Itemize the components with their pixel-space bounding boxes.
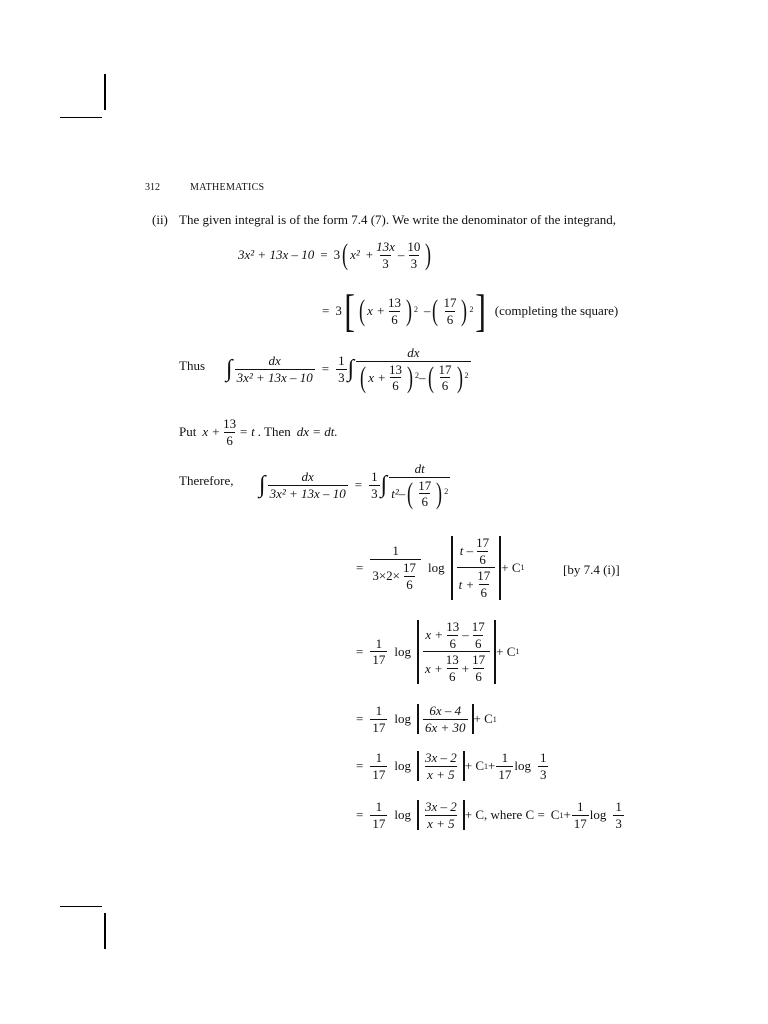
numerator: dx xyxy=(407,345,420,360)
fraction xyxy=(369,470,380,500)
denominator xyxy=(423,651,490,683)
denominator xyxy=(457,567,496,599)
numerator: 1 xyxy=(338,353,345,369)
denominator: 6 xyxy=(449,668,456,684)
integral-sign: ∫ xyxy=(347,356,355,383)
integral-sign: ∫ xyxy=(226,356,233,383)
numerator: 3x – 2 xyxy=(424,799,457,814)
equals-sign: = xyxy=(356,807,364,823)
constant-c1: C xyxy=(550,807,560,823)
numerator: 1 xyxy=(577,799,584,814)
equals-sign: = xyxy=(356,559,364,575)
denominator: 17 xyxy=(573,815,587,831)
fraction xyxy=(423,751,459,781)
denominator: 6 xyxy=(446,311,454,327)
x-plus: x + xyxy=(425,627,444,643)
numerator: 17 xyxy=(472,652,486,668)
denominator: 6 xyxy=(474,635,482,651)
log: log xyxy=(394,807,411,823)
equation-therefore xyxy=(259,462,451,509)
log: log xyxy=(428,559,445,575)
numerator: dx xyxy=(301,469,314,485)
fraction xyxy=(370,544,421,591)
integral-sign: ∫ xyxy=(380,472,388,499)
absolute-value xyxy=(451,536,502,600)
denominator: ( x + $\frac{13}{6}$ ) $^2$ – ( $\frac{17}{6}$ ) $^2$ xyxy=(356,361,470,393)
minus-sign: – xyxy=(419,369,426,385)
fraction xyxy=(405,240,422,270)
numerator: dt xyxy=(414,461,425,476)
absolute-value xyxy=(417,751,465,781)
numerator: 1 xyxy=(375,703,383,718)
denominator: t² – ( $\frac{17}{6}$ ) $^2$ xyxy=(391,476,449,510)
fraction xyxy=(423,704,468,734)
equation-denominator: 3x² + 13x – 10 = 3 ( x² + $\frac{13x}{3}$ – $\frac{10}{3}$ ) xyxy=(238,238,432,272)
crop-mark-top-horizontal xyxy=(60,117,102,118)
minus-sign: – xyxy=(423,303,431,318)
fraction xyxy=(356,346,470,393)
denominator: 3 xyxy=(539,766,547,782)
numerator: 10 xyxy=(407,239,421,254)
constant: + C xyxy=(501,559,521,575)
item-label: (ii) xyxy=(152,212,168,227)
denominator: 6 xyxy=(391,311,398,327)
numerator: 17 xyxy=(476,535,490,550)
fraction xyxy=(221,417,238,447)
numerator: 13 xyxy=(223,416,237,431)
fraction xyxy=(370,704,387,734)
fraction xyxy=(374,240,397,270)
running-title: MATHEMATICS xyxy=(190,182,265,193)
equation-step-4 xyxy=(356,751,549,781)
exponent: 2 xyxy=(444,486,449,496)
log: log xyxy=(394,711,411,727)
fraction xyxy=(437,363,454,393)
numerator xyxy=(458,536,494,567)
fraction xyxy=(496,751,513,781)
absolute-value xyxy=(417,620,496,684)
equals-sign: = xyxy=(356,758,364,774)
subscript: 1 xyxy=(484,761,489,771)
fraction xyxy=(444,653,461,683)
denominator: 6 xyxy=(392,378,399,394)
equation-thus xyxy=(226,346,472,393)
numerator: 17 xyxy=(477,568,491,584)
numerator: 13x xyxy=(376,239,395,254)
denominator: 17 xyxy=(372,766,386,782)
denominator: 3 xyxy=(615,815,622,831)
equals-t: = t xyxy=(239,424,255,440)
numerator: dx xyxy=(268,353,281,369)
numerator xyxy=(423,620,489,651)
crop-mark-bottom-vertical xyxy=(104,913,106,949)
intro-text: The given integral is of the form 7.4 (7). We write the denominator of the integrand, xyxy=(179,212,616,227)
t-squared: t² xyxy=(391,485,399,501)
equation-step-3 xyxy=(356,704,497,734)
coefficient: 3 xyxy=(333,247,341,263)
fraction xyxy=(268,470,348,500)
page-number: 312 xyxy=(145,182,160,193)
numerator: 17 xyxy=(471,619,485,634)
minus-sign: – xyxy=(398,485,406,501)
fraction xyxy=(572,800,589,830)
x-plus: x + xyxy=(367,303,385,318)
constant: + C xyxy=(464,758,485,774)
denominator: 3 xyxy=(338,369,345,385)
numerator: 17 xyxy=(443,294,457,310)
numerator: 1 xyxy=(375,750,383,765)
denominator: x + 5 xyxy=(427,766,455,782)
dx-equals-dt: dx = dt. xyxy=(296,424,338,440)
denominator: 3x² + 13x – 10 xyxy=(269,485,346,501)
denominator: 6 xyxy=(479,551,486,567)
constant: + C xyxy=(473,711,493,727)
numerator: 1 xyxy=(615,799,622,814)
fraction xyxy=(457,536,496,600)
denominator: 6 xyxy=(480,584,488,600)
denominator: 3x² + 13x – 10 xyxy=(236,369,313,385)
numerator: 1 xyxy=(375,635,383,651)
denominator: 6 xyxy=(421,494,428,510)
numerator: 1 xyxy=(375,799,383,814)
numerator: 13 xyxy=(389,361,403,377)
fraction xyxy=(336,354,347,384)
crop-mark-bottom-horizontal xyxy=(60,906,102,907)
crop-mark-top-vertical xyxy=(104,74,106,110)
denominator: 6 xyxy=(475,668,482,684)
absolute-value xyxy=(417,800,465,830)
equation-step-5 xyxy=(356,800,625,830)
minus-sign: – xyxy=(397,247,405,263)
denominator xyxy=(370,559,421,591)
fraction xyxy=(441,296,458,326)
denominator: 6 xyxy=(449,635,456,651)
log: log xyxy=(589,807,607,823)
denominator: 3 xyxy=(371,485,378,501)
log: log xyxy=(394,643,411,659)
lhs-polynomial: 3x² + 13x – 10 xyxy=(238,247,315,263)
fraction xyxy=(389,462,450,509)
equals-sign: = xyxy=(322,303,330,318)
fraction xyxy=(235,354,315,384)
equals-sign: = xyxy=(321,361,330,377)
numerator: 13 xyxy=(446,619,460,634)
denominator: 3 xyxy=(410,255,418,271)
numerator: 1 xyxy=(371,469,378,485)
numerator: 17 xyxy=(418,477,432,493)
subscript: 1 xyxy=(492,714,497,724)
denominator: 17 xyxy=(372,652,386,668)
fraction xyxy=(370,637,387,667)
plus-sign: + xyxy=(488,758,496,774)
denominator: 17 xyxy=(372,719,386,735)
reference-label: [by 7.4 (i)] xyxy=(563,562,620,577)
equation-completing-square: = 3 [ ( x + $\frac{13}{6}$ ) $^2$ – ( $\frac{17}{6}$ ) $^2$ ] (completing the square) xyxy=(322,285,619,336)
x-plus: x + xyxy=(424,660,443,676)
denominator: x + 5 xyxy=(427,815,455,831)
put-label: Put xyxy=(179,424,197,440)
fraction xyxy=(613,800,624,830)
equals-sign: = xyxy=(356,643,364,659)
fraction xyxy=(423,800,459,830)
fraction xyxy=(474,536,491,566)
coefficient: 3 xyxy=(335,303,342,318)
denominator: 3 xyxy=(382,255,389,271)
absolute-value xyxy=(417,704,474,734)
subscript: 1 xyxy=(559,810,564,820)
fraction xyxy=(370,751,387,781)
numerator: 13 xyxy=(387,294,401,310)
completing-label: (completing the square) xyxy=(494,303,619,318)
fraction xyxy=(444,620,461,650)
fraction xyxy=(387,363,404,393)
t-plus: t + xyxy=(458,576,475,592)
numerator: 1 xyxy=(392,543,399,559)
equation-step-1 xyxy=(356,536,525,600)
t-minus: t – xyxy=(459,543,474,559)
exponent: 2 xyxy=(413,304,418,314)
numerator: 17 xyxy=(438,361,452,377)
exponent: 2 xyxy=(464,370,469,380)
denominator: 6 xyxy=(226,432,233,448)
fraction xyxy=(475,569,492,599)
equals-sign: = xyxy=(356,711,364,727)
numerator: 3x – 2 xyxy=(424,750,457,765)
log: log xyxy=(514,758,531,774)
plus-sign: + xyxy=(365,247,374,263)
numerator: 13 xyxy=(445,652,459,668)
exponent: 2 xyxy=(415,370,420,380)
denominator: 17 xyxy=(498,766,512,782)
fraction xyxy=(416,479,433,509)
x-squared: x² xyxy=(350,247,360,263)
product: 3×2× xyxy=(372,568,401,584)
then-label: . Then xyxy=(257,424,291,440)
denominator: 6 xyxy=(406,576,413,592)
exponent: 2 xyxy=(469,304,474,314)
numerator: 6x – 4 xyxy=(429,703,462,718)
x-plus: x + xyxy=(202,424,221,440)
fraction xyxy=(470,653,487,683)
denominator: 17 xyxy=(372,815,386,831)
subscript: 1 xyxy=(520,563,525,573)
where-label: , where C = xyxy=(484,807,545,823)
constant: + C xyxy=(496,643,516,659)
equals-sign: = xyxy=(320,247,328,263)
numerator: 1 xyxy=(501,750,509,765)
fraction xyxy=(386,296,403,326)
substitution-line xyxy=(179,417,338,447)
log: log xyxy=(394,758,411,774)
plus-sign: + xyxy=(461,660,470,676)
fraction xyxy=(401,561,418,591)
fraction xyxy=(423,620,490,684)
equals-sign: = xyxy=(354,477,363,493)
equation-step-2 xyxy=(356,620,519,684)
constant: + C xyxy=(464,807,485,823)
therefore-label: Therefore, xyxy=(179,473,234,488)
integral-sign: ∫ xyxy=(259,472,266,499)
fraction xyxy=(370,800,387,830)
plus-sign: + xyxy=(563,807,571,823)
denominator: 6 xyxy=(441,378,449,394)
denominator: 6x + 30 xyxy=(424,719,466,735)
fraction xyxy=(538,751,549,781)
x-plus: x + xyxy=(368,369,387,385)
minus-sign: – xyxy=(462,627,469,643)
numerator: 1 xyxy=(539,750,547,765)
thus-label: Thus xyxy=(179,358,205,373)
numerator: 17 xyxy=(403,559,417,575)
subscript: 1 xyxy=(515,647,520,657)
fraction xyxy=(470,620,487,650)
